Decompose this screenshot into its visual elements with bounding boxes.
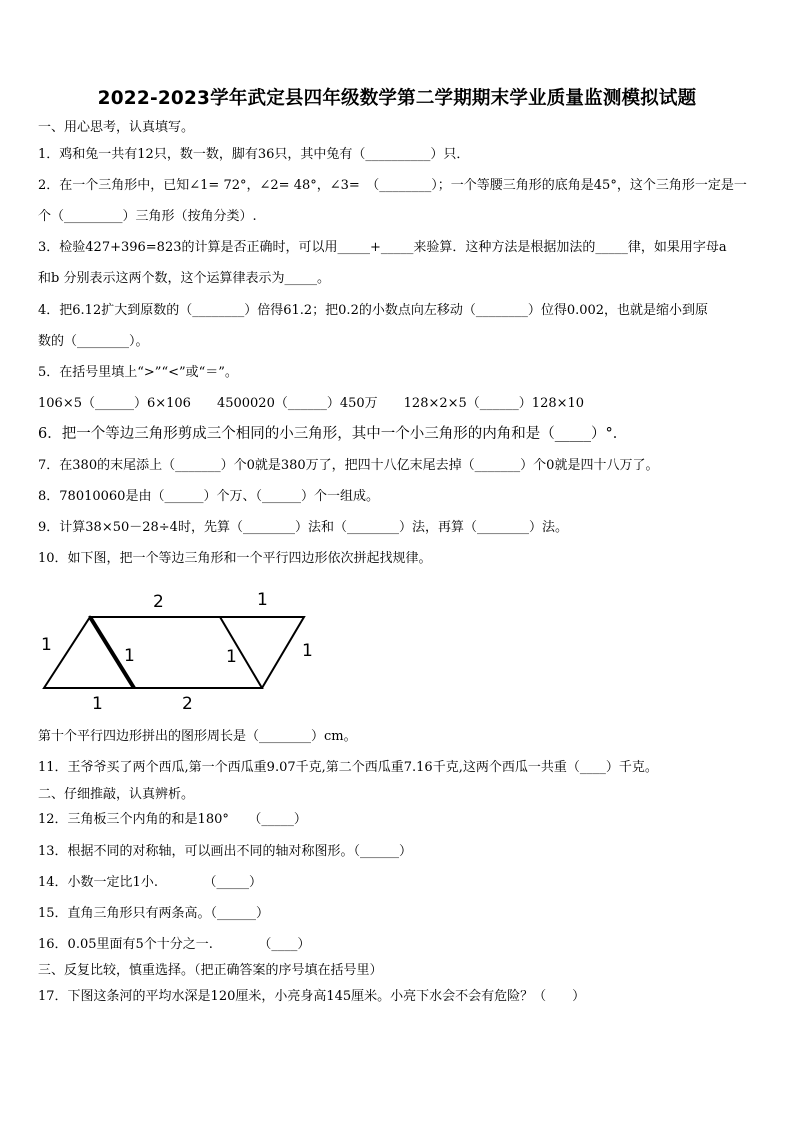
figure-drawing: [34, 588, 324, 716]
label-mid-a: 1: [124, 646, 135, 666]
triangle-parallelogram-figure: [34, 588, 324, 716]
section-1-heading: 一、用心思考，认真填写。: [38, 120, 195, 135]
question-12: 12．三角板三个内角的和是180° （_____）: [38, 812, 307, 827]
question-5: 5．在括号里填上“>”“<”或“＝”。: [38, 365, 238, 380]
question-5-items: 106×5（______）6×106 4500020（______）450万 128×2×5（______）128×10: [38, 396, 585, 411]
question-17: 17．下图这条河的平均水深是120厘米，小亮身高145厘米。小亮下水会不会有危险？（ ）: [38, 989, 586, 1004]
question-7: 7．在380的末尾添上（_______）个0就是380万了，把四十八亿末尾去掉（_______）个0就是四十八万了。: [38, 458, 659, 473]
triangle-left: [44, 617, 134, 688]
question-3-line-1: 3．检验427+396=823的计算是否正确时，可以用_____+_____来验算．这种方法是根据加法的_____律，如果用字母a: [38, 240, 727, 255]
section-2-heading: 二、仔细推敲，认真辨析。: [38, 787, 195, 802]
question-4-line-1: 4．把6.12扩大到原数的（________）倍得61.2；把0.2的小数点向左移动（________）位得0.002，也就是缩小到原: [38, 303, 709, 318]
question-4-line-2: 数的（________）。: [38, 334, 149, 349]
question-9: 9．计算38×50－28÷4时，先算（________）法和（________）法，再算（________）法。: [38, 520, 568, 535]
question-2-line-1: 2．在一个三角形中，已知∠1= 72°，∠2= 48°，∠3= （________）；一个等腰三角形的底角是45°，这个三角形一定是一: [38, 178, 747, 193]
question-3-line-2: 和b 分别表示这两个数，这个运算律表示为_____。: [38, 271, 330, 286]
question-1: 1．鸡和兔一共有12只，数一数，脚有36只，其中兔有（__________）只．: [38, 147, 470, 162]
question-11: 11．王爷爷买了两个西瓜,第一个西瓜重9.07千克,第二个西瓜重7.16千克,这两个西瓜一共重（____）千克。: [38, 760, 658, 775]
question-10-answer: 第十个平行四边形拼出的图形周长是（________）cm。: [38, 729, 357, 744]
label-bottom-mid: 2: [182, 694, 193, 714]
label-right: 1: [302, 641, 313, 661]
label-top-left: 2: [153, 592, 164, 612]
question-6: 6．把一个等边三角形剪成三个相同的小三角形，其中一个小三角形的内角和是（_____）°．: [38, 426, 628, 442]
label-left: 1: [41, 635, 52, 655]
question-2-line-2: 个（_________）三角形（按角分类）.: [38, 209, 257, 224]
question-10: 10．如下图，把一个等边三角形和一个平行四边形依次拼起找规律。: [38, 551, 432, 566]
question-8: 8．78010060是由（______）个万、（______）个一组成。: [38, 489, 379, 504]
label-top-right: 1: [257, 590, 268, 610]
page-title: 2022-2023学年武定县四年级数学第二学期期末学业质量监测模拟试题: [97, 88, 697, 109]
label-mid-b: 1: [226, 647, 237, 667]
question-15: 15．直角三角形只有两条高。（______）: [38, 906, 270, 921]
question-14: 14．小数一定比1小. （_____）: [38, 875, 262, 890]
section-3-heading: 三、反复比较，慎重选择。（把正确答案的序号填在括号里）: [38, 963, 383, 978]
label-bottom-left: 1: [92, 694, 103, 714]
question-16: 16．0.05里面有5个十分之一. （____）: [38, 937, 311, 952]
question-13: 13．根据不同的对称轴，可以画出不同的轴对称图形。（______）: [38, 844, 413, 859]
